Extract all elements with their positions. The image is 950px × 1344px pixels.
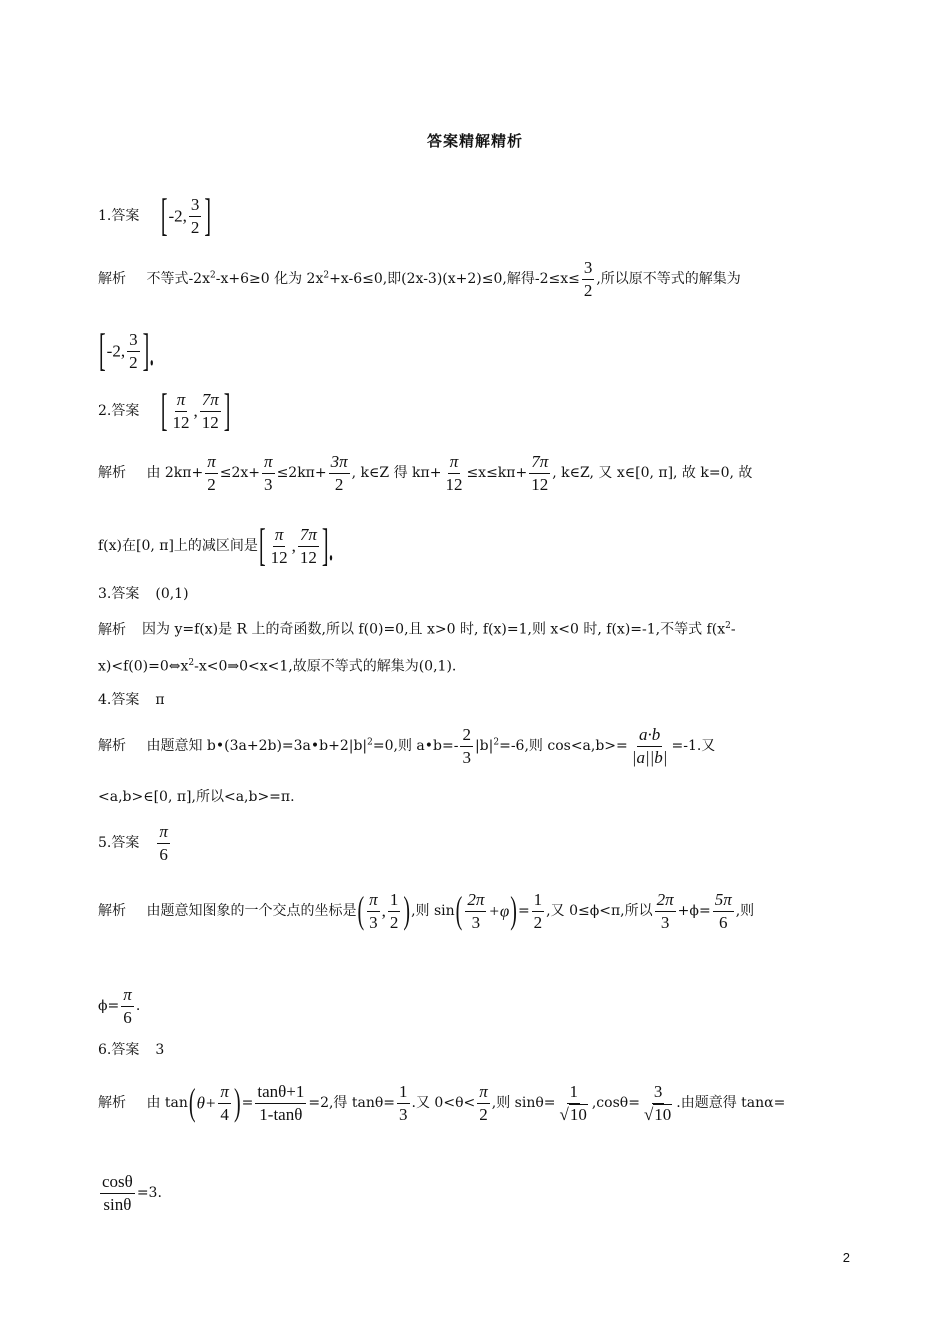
text: 由 tan bbox=[146, 1095, 188, 1112]
math-text: +φ bbox=[488, 901, 510, 921]
explanation-5-cont bbox=[98, 985, 854, 1027]
text: ≤2x+ bbox=[219, 465, 261, 482]
fraction: $\frac{3\pi}{2}$ bbox=[330, 452, 348, 494]
text: 由题意知图象的一个交点的坐标是 bbox=[146, 903, 357, 920]
explanation-5 bbox=[98, 890, 854, 932]
text: , k∈Z 得 kπ+ bbox=[351, 465, 442, 482]
text: ≤2kπ+ bbox=[276, 465, 327, 482]
math-text: θ+ bbox=[196, 1093, 217, 1113]
fraction: $\frac{1}{2}$ bbox=[389, 890, 399, 932]
page-title: 答案精解精析 bbox=[426, 132, 523, 150]
text: -x<0⇒0<x<1,故原不等式的解集为(0,1). bbox=[194, 658, 457, 675]
math-text: -2, bbox=[106, 341, 126, 361]
explanation-2 bbox=[98, 452, 854, 494]
explanation-1-cont bbox=[98, 325, 854, 377]
fraction: $\frac{\pi}{12}$ bbox=[445, 452, 463, 494]
superscript: 2 bbox=[188, 658, 195, 668]
text: =3. bbox=[136, 1185, 162, 1202]
explanation-6 bbox=[98, 1082, 854, 1124]
text: -x+6≥0 化为 2x bbox=[215, 271, 324, 288]
answer-1 bbox=[98, 190, 854, 242]
fraction: $\frac{\pi}{4}$ bbox=[220, 1082, 229, 1124]
explanation-label: 解析 bbox=[98, 903, 126, 920]
text: 不等式-2x bbox=[146, 271, 210, 288]
text: =2,得 tanθ= bbox=[308, 1095, 396, 1112]
bracket: ] bbox=[204, 190, 212, 242]
explanation-label: 解析 bbox=[98, 621, 126, 638]
answer-label: 2.答案 bbox=[98, 403, 140, 420]
bracket: ]. bbox=[142, 325, 155, 377]
text: 由 2kπ+ bbox=[146, 465, 204, 482]
answer-4 bbox=[98, 693, 854, 707]
answer-value: (0,1) bbox=[155, 586, 189, 602]
fraction: $\frac{2}{3}$ bbox=[462, 725, 471, 767]
answer-label: 1.答案 bbox=[98, 208, 140, 225]
fraction: $\frac{3}{2}$ bbox=[583, 258, 593, 300]
bracket: [ bbox=[258, 520, 266, 572]
paren: ) bbox=[510, 890, 517, 932]
answer-5 bbox=[98, 822, 854, 864]
text: ,cosθ= bbox=[591, 1095, 640, 1112]
text: ϕ= bbox=[98, 998, 120, 1015]
bracket: ]. bbox=[321, 520, 334, 572]
superscript: 2 bbox=[493, 737, 500, 748]
text: 因为 y=f(x)是 R 上的奇函数,所以 f(0)=0,且 x>0 时, f(x)=1,则 x<0 时, f(x)=-1,不等式 f(x bbox=[142, 621, 726, 638]
text: |b| bbox=[474, 738, 494, 755]
text: .又 0<θ< bbox=[411, 1095, 476, 1112]
fraction: $\frac{a\cdot b}{|a||b|}$ bbox=[631, 725, 668, 767]
fraction: $\frac{\pi}{2}$ bbox=[207, 452, 216, 494]
fraction: $\frac{7\pi}{12}$ bbox=[201, 390, 219, 432]
explanation-label: 解析 bbox=[98, 271, 126, 288]
fraction: $\frac{3}{√10}$ bbox=[643, 1082, 672, 1124]
fraction: $\frac{1}{2}$ bbox=[533, 890, 543, 932]
explanation-3 bbox=[98, 622, 854, 637]
fraction: $\frac{3}{2}$ bbox=[129, 330, 138, 372]
text: x)<f(0)=0⇔x bbox=[98, 658, 189, 675]
fraction: $\frac{2\pi}{3}$ bbox=[656, 890, 674, 932]
answer-label: 6.答案 bbox=[98, 1042, 140, 1058]
answer-value: π bbox=[155, 692, 165, 708]
text: ,则 bbox=[735, 903, 755, 920]
fraction: $\frac{5\pi}{6}$ bbox=[714, 890, 732, 932]
math-text: , bbox=[193, 401, 198, 421]
answer-3 bbox=[98, 587, 854, 601]
sqrt-sign: √10 bbox=[643, 1104, 672, 1124]
sqrt-sign: √10 bbox=[559, 1104, 587, 1124]
paren: ( bbox=[455, 890, 463, 932]
fraction: $\frac{\pi}{6}$ bbox=[159, 822, 168, 864]
paren: ) bbox=[233, 1082, 241, 1124]
explanation-3-cont bbox=[98, 659, 854, 674]
fraction: $\frac{\pi}{12}$ bbox=[270, 525, 288, 567]
text: +x-6≤0,即(2x-3)(x+2)≤0,解得-2≤x≤ bbox=[329, 271, 580, 288]
fraction: $\frac{7\pi}{12}$ bbox=[299, 525, 317, 567]
fraction: $\frac{7\pi}{12}$ bbox=[531, 452, 549, 494]
explanation-label: 解析 bbox=[98, 738, 126, 755]
superscript: 2 bbox=[323, 270, 330, 281]
explanation-label: 解析 bbox=[98, 465, 126, 482]
text: =-1.又 bbox=[671, 738, 716, 755]
paren: ( bbox=[188, 1082, 196, 1124]
fraction: $\frac{\pi}{3}$ bbox=[264, 452, 273, 494]
explanation-label: 解析 bbox=[98, 1095, 126, 1112]
text: - bbox=[730, 621, 736, 638]
explanation-1 bbox=[98, 258, 854, 300]
explanation-6-cont bbox=[98, 1172, 854, 1214]
answer-label: 5.答案 bbox=[98, 835, 140, 852]
answer-2 bbox=[98, 385, 854, 437]
page-number: 2 bbox=[842, 1250, 850, 1265]
fraction: $\frac{\pi}{6}$ bbox=[123, 985, 132, 1027]
text: <a,b>∈[0, π],所以<a,b>=π. bbox=[98, 789, 295, 805]
fraction: $\frac{\pi}{2}$ bbox=[479, 1082, 488, 1124]
answer-6 bbox=[98, 1043, 854, 1057]
explanation-2-cont bbox=[98, 520, 854, 572]
fraction: $\frac{3}{2}$ bbox=[190, 195, 200, 237]
answer-value: 3 bbox=[155, 1042, 165, 1058]
text: = bbox=[517, 903, 530, 920]
fraction: $\frac{1}{√10}$ bbox=[559, 1082, 587, 1124]
text: .由题意得 tanα= bbox=[676, 1095, 786, 1112]
text: 由题意知 b•(3a+2b)=3a•b+2|b| bbox=[146, 738, 368, 755]
fraction: $\frac{1}{3}$ bbox=[399, 1082, 408, 1124]
math-text: , bbox=[381, 901, 386, 921]
answer-label: 3.答案 bbox=[98, 586, 140, 602]
text: , k∈Z, 又 x∈[0, π], 故 k=0, 故 bbox=[552, 465, 753, 482]
bracket: [ bbox=[160, 385, 168, 437]
text: =0,则 a•b=- bbox=[372, 738, 459, 755]
bracket: [ bbox=[99, 325, 106, 377]
text: . bbox=[135, 998, 141, 1015]
text: ,则 sinθ= bbox=[491, 1095, 556, 1112]
bracket: [ bbox=[160, 190, 168, 242]
text: ,又 0≤ϕ<π,所以 bbox=[546, 903, 653, 920]
fraction: $\frac{\pi}{3}$ bbox=[369, 890, 378, 932]
text: ,则 sin bbox=[411, 903, 455, 920]
superscript: 2 bbox=[367, 737, 373, 748]
fraction: $\frac{2\pi}{3}$ bbox=[467, 890, 485, 932]
fraction: $\frac{\cos\theta}{\sin\theta}$ bbox=[102, 1172, 133, 1214]
math-text: , bbox=[291, 536, 296, 556]
paren: ) bbox=[403, 890, 411, 932]
text: = bbox=[241, 1095, 254, 1112]
fraction: $\frac{\tan\theta+1}{1-\tan\theta}$ bbox=[257, 1082, 305, 1124]
text: +ϕ= bbox=[677, 903, 711, 920]
explanation-4-cont bbox=[98, 790, 854, 804]
text: =-6,则 cos<a,b>= bbox=[499, 738, 628, 755]
explanation-4 bbox=[98, 725, 854, 767]
text: ≤x≤kπ+ bbox=[466, 465, 528, 482]
superscript: 2 bbox=[725, 621, 731, 631]
superscript: 2 bbox=[210, 270, 216, 281]
answer-label: 4.答案 bbox=[98, 692, 140, 708]
bracket: ] bbox=[223, 385, 231, 437]
paren: ( bbox=[357, 890, 365, 932]
text: f(x)在[0, π]上的减区间是 bbox=[98, 538, 258, 555]
text: ,所以原不等式的解集为 bbox=[596, 271, 741, 288]
fraction: $\frac{\pi}{12}$ bbox=[172, 390, 190, 432]
math-text: -2, bbox=[168, 206, 187, 226]
